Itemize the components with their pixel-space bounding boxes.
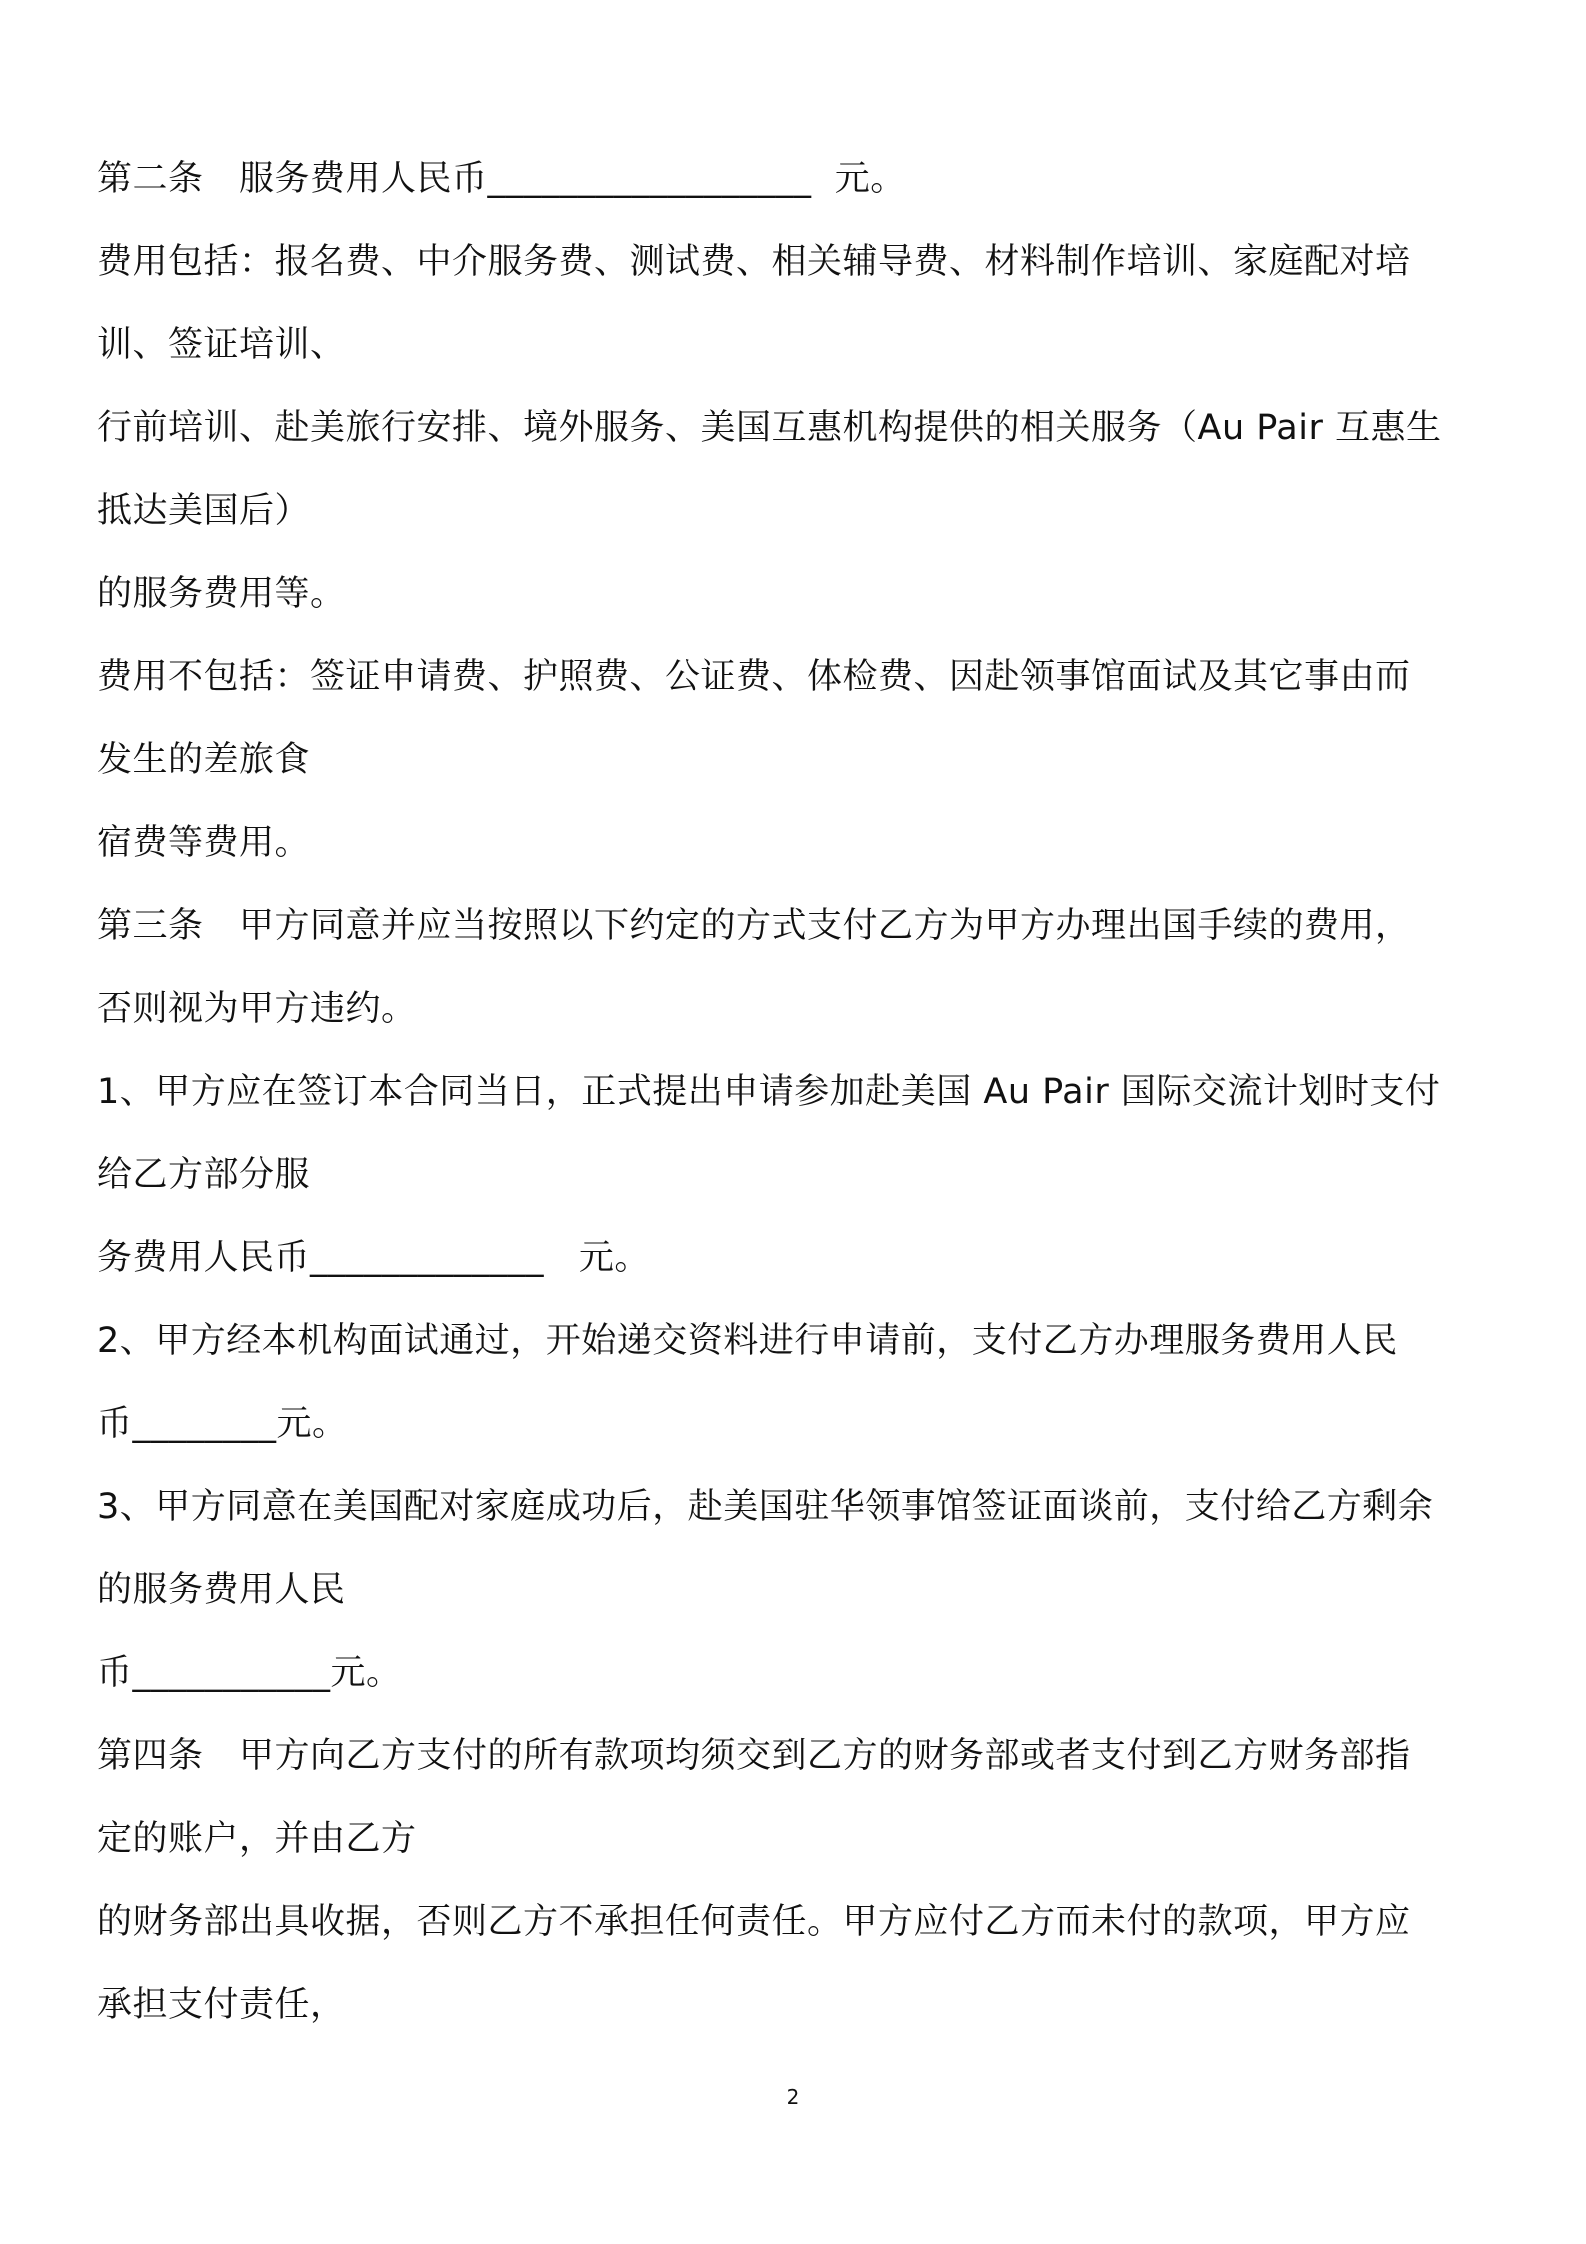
text-line: 定的账户，并由乙方 — [97, 1819, 417, 1859]
text-line: 训、签证培训、 — [97, 325, 346, 365]
text-line: 第二条 服务费用人民币__________________ 元。 — [97, 159, 906, 199]
text-line: 的财务部出具收据，否则乙方不承担任何责任。甲方应付乙方而未付的款项，甲方应 — [97, 1902, 1411, 1942]
text-line: 否则视为甲方违约。 — [97, 989, 417, 1029]
text-line: 币___________元。 — [97, 1653, 402, 1693]
text-line: 费用包括：报名费、中介服务费、测试费、相关辅导费、材料制作培训、家庭配对培 — [97, 242, 1411, 282]
text-line: 宿费等费用。 — [97, 823, 311, 863]
text-line: 发生的差旅食 — [97, 740, 311, 780]
page-number: 2 — [786, 2085, 800, 2109]
text-line: 费用不包括：签证申请费、护照费、公证费、体检费、因赴领事馆面试及其它事由而 — [97, 657, 1411, 697]
text-line: 务费用人民币_____________ 元。 — [97, 1238, 650, 1278]
text-line: 的服务费用人民 — [97, 1570, 346, 1610]
text-line: 第三条 甲方同意并应当按照以下约定的方式支付乙方为甲方办理出国手续的费用， — [97, 906, 1411, 946]
text-line: 2、甲方经本机构面试通过，开始递交资料进行申请前，支付乙方办理服务费用人民 — [97, 1321, 1398, 1361]
text-line: 抵达美国后） — [97, 491, 311, 531]
text-line: 1、甲方应在签订本合同当日，正式提出申请参加赴美国 Au Pair 国际交流计划时支付 — [97, 1072, 1441, 1112]
text-line: 行前培训、赴美旅行安排、境外服务、美国互惠机构提供的相关服务（Au Pair 互惠生 — [97, 408, 1442, 448]
text-line: 币________元。 — [97, 1404, 348, 1444]
text-line: 给乙方部分服 — [97, 1155, 311, 1195]
text-line: 第四条 甲方向乙方支付的所有款项均须交到乙方的财务部或者支付到乙方财务部指 — [97, 1736, 1411, 1776]
text-line: 承担支付责任， — [97, 1985, 346, 2025]
text-line: 的服务费用等。 — [97, 574, 346, 614]
text-line: 3、甲方同意在美国配对家庭成功后，赴美国驻华领事馆签证面谈前，支付给乙方剩余 — [97, 1487, 1434, 1527]
